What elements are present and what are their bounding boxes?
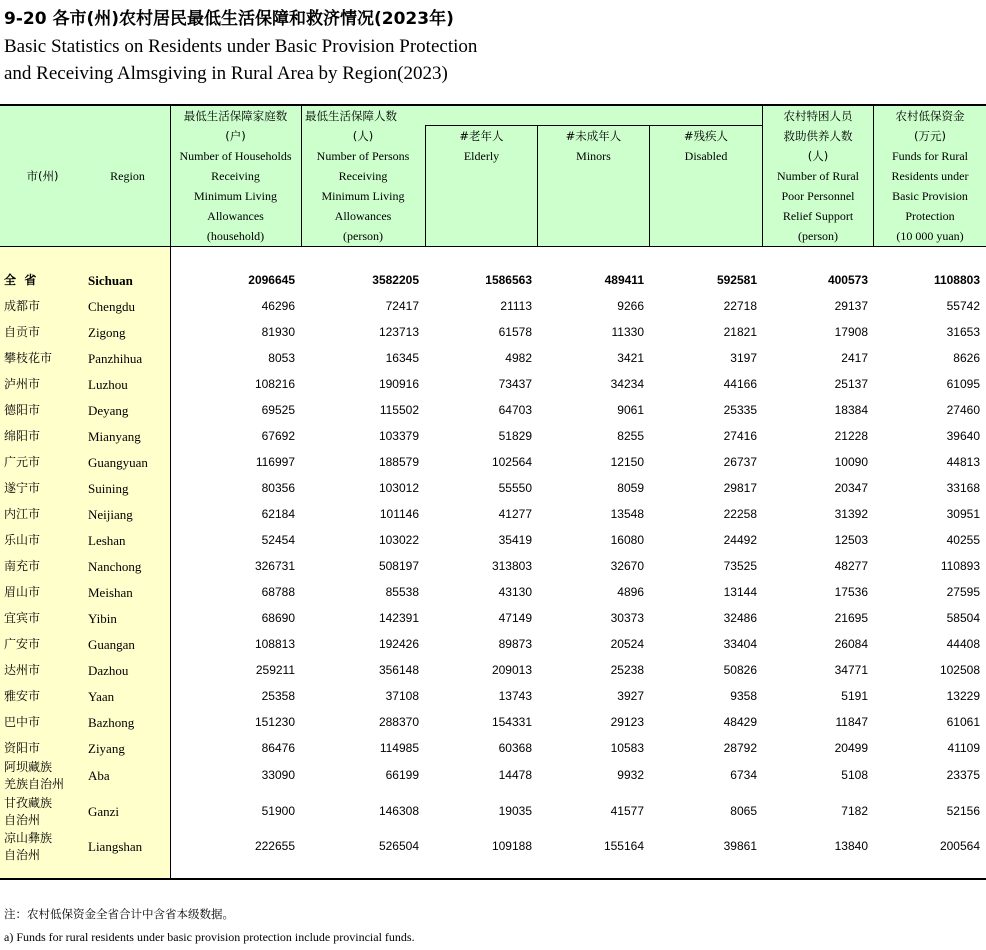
value-cell: 34771 bbox=[834, 662, 868, 677]
value-cell: 21695 bbox=[834, 610, 868, 625]
value-cell: 41109 bbox=[947, 740, 980, 755]
value-cell: 9932 bbox=[617, 768, 644, 782]
value-cell: 103022 bbox=[378, 532, 419, 547]
region-cn: 雅安市 bbox=[4, 688, 41, 703]
value-cell: 31392 bbox=[834, 506, 868, 521]
value-cell: 19035 bbox=[498, 804, 532, 818]
header-households: 最低生活保障家庭数 (户) Number of Households Receiving Minimum Living Allowances (household) bbox=[179, 109, 292, 243]
value-cell: 39640 bbox=[946, 428, 980, 443]
region-en: Guangan bbox=[88, 636, 135, 652]
value-cell: 13743 bbox=[498, 688, 532, 703]
table-row bbox=[0, 794, 986, 829]
value-cell: 108216 bbox=[254, 376, 295, 391]
region-en: Neijiang bbox=[88, 506, 133, 522]
region-en: Aba bbox=[88, 768, 110, 783]
header-city-cn: 市(州) bbox=[26, 169, 59, 183]
value-cell: 48277 bbox=[834, 558, 868, 573]
value-cell: 64703 bbox=[498, 402, 532, 417]
value-cell: 356148 bbox=[378, 662, 419, 677]
value-cell: 43130 bbox=[498, 584, 532, 599]
table-row bbox=[0, 371, 986, 397]
region-en: Suining bbox=[88, 480, 129, 496]
value-cell: 33090 bbox=[261, 768, 295, 782]
region-en: Ganzi bbox=[88, 804, 120, 819]
value-cell: 190916 bbox=[378, 376, 419, 391]
value-cell: 31653 bbox=[946, 324, 980, 339]
value-cell: 25137 bbox=[834, 376, 868, 391]
table-row bbox=[0, 501, 986, 527]
value-cell: 8053 bbox=[268, 350, 295, 365]
value-cell: 21821 bbox=[723, 324, 757, 339]
value-cell: 26084 bbox=[834, 636, 868, 651]
table-row bbox=[0, 709, 986, 735]
value-cell: 21113 bbox=[500, 298, 532, 313]
value-cell: 110893 bbox=[940, 558, 980, 573]
value-cell: 35419 bbox=[498, 532, 532, 547]
value-cell: 192426 bbox=[378, 636, 419, 651]
value-cell: 37108 bbox=[385, 688, 419, 703]
table-row bbox=[0, 345, 986, 371]
value-cell: 13840 bbox=[834, 839, 868, 853]
value-cell: 66199 bbox=[385, 768, 419, 782]
value-cell: 5191 bbox=[841, 688, 868, 703]
header-divider bbox=[301, 106, 302, 246]
value-cell: 61061 bbox=[946, 714, 980, 729]
footnote-cn: 注：农村低保资金全省合计中含省本级数据。 bbox=[4, 907, 234, 921]
value-cell: 151230 bbox=[254, 714, 295, 729]
value-cell: 52454 bbox=[261, 532, 295, 547]
value-cell: 109188 bbox=[491, 839, 532, 853]
value-cell: 115502 bbox=[379, 402, 419, 417]
table-row bbox=[0, 553, 986, 579]
region-cn: 甘孜藏族 自治州 bbox=[4, 795, 53, 827]
region-en: Guangyuan bbox=[88, 454, 148, 470]
value-cell: 11330 bbox=[611, 324, 644, 339]
value-cell: 288370 bbox=[378, 714, 419, 729]
value-cell: 16345 bbox=[385, 350, 419, 365]
table-row bbox=[0, 579, 986, 605]
value-cell: 28792 bbox=[723, 740, 757, 755]
region-cn: 乐山市 bbox=[4, 532, 41, 547]
value-cell: 68690 bbox=[261, 610, 295, 625]
value-cell: 6734 bbox=[730, 768, 757, 782]
table-row bbox=[0, 527, 986, 553]
table-row bbox=[0, 657, 986, 683]
value-cell: 4982 bbox=[505, 350, 532, 365]
value-cell: 32670 bbox=[610, 558, 644, 573]
value-cell: 146308 bbox=[378, 804, 419, 818]
value-cell: 259211 bbox=[255, 662, 295, 677]
value-cell: 29137 bbox=[834, 298, 868, 313]
value-cell: 73437 bbox=[498, 376, 532, 391]
value-cell: 29123 bbox=[610, 714, 644, 729]
value-cell: 222655 bbox=[254, 839, 295, 853]
value-cell: 1108803 bbox=[933, 272, 980, 287]
value-cell: 52156 bbox=[946, 804, 980, 818]
header-disabled: #残疾人 Disabled bbox=[683, 129, 729, 163]
value-cell: 9358 bbox=[730, 688, 757, 703]
value-cell: 13144 bbox=[723, 584, 757, 599]
value-cell: 12503 bbox=[834, 532, 868, 547]
value-cell: 25335 bbox=[723, 402, 757, 417]
value-cell: 46296 bbox=[261, 298, 295, 313]
value-cell: 20347 bbox=[834, 480, 868, 495]
region-en: Sichuan bbox=[88, 272, 133, 288]
header-region: Region bbox=[110, 169, 145, 183]
value-cell: 32486 bbox=[723, 610, 757, 625]
value-cell: 11847 bbox=[835, 714, 868, 729]
region-cn: 遂宁市 bbox=[4, 480, 41, 495]
table-row bbox=[0, 397, 986, 423]
region-en: Dazhou bbox=[88, 662, 129, 678]
region-en: Mianyang bbox=[88, 428, 141, 444]
value-cell: 26737 bbox=[723, 454, 757, 469]
table-row bbox=[0, 475, 986, 501]
region-cn: 成都市 bbox=[4, 298, 41, 313]
value-cell: 400573 bbox=[827, 272, 868, 287]
table-row bbox=[0, 683, 986, 709]
value-cell: 25238 bbox=[610, 662, 644, 677]
value-cell: 209013 bbox=[491, 662, 532, 677]
value-cell: 2096645 bbox=[248, 272, 295, 287]
value-cell: 114985 bbox=[379, 740, 419, 755]
value-cell: 3927 bbox=[617, 688, 644, 703]
region-en: Yibin bbox=[88, 610, 117, 626]
value-cell: 60368 bbox=[498, 740, 532, 755]
region-cn: 内江市 bbox=[4, 506, 41, 521]
value-cell: 489411 bbox=[604, 272, 644, 287]
region-cn: 全 省 bbox=[4, 272, 37, 287]
value-cell: 18384 bbox=[834, 402, 868, 417]
value-cell: 86476 bbox=[261, 740, 295, 755]
value-cell: 33168 bbox=[946, 480, 980, 495]
region-en: Leshan bbox=[88, 532, 126, 548]
value-cell: 326731 bbox=[254, 558, 295, 573]
value-cell: 24492 bbox=[723, 532, 757, 547]
value-cell: 73525 bbox=[723, 558, 757, 573]
value-cell: 44408 bbox=[946, 636, 980, 651]
value-cell: 72417 bbox=[385, 298, 419, 313]
value-cell: 44166 bbox=[723, 376, 757, 391]
region-en: Zigong bbox=[88, 324, 126, 340]
table-row bbox=[0, 423, 986, 449]
value-cell: 592581 bbox=[716, 272, 757, 287]
region-cn: 巴中市 bbox=[4, 714, 41, 729]
value-cell: 102564 bbox=[491, 454, 532, 469]
region-en: Luzhou bbox=[88, 376, 128, 392]
table-title-en-line1: Basic Statistics on Residents under Basic Provision Protection bbox=[4, 36, 478, 57]
value-cell: 85538 bbox=[385, 584, 419, 599]
region-cn: 达州市 bbox=[4, 662, 41, 677]
value-cell: 3582205 bbox=[372, 272, 419, 287]
value-cell: 40255 bbox=[946, 532, 980, 547]
table-row bbox=[0, 293, 986, 319]
value-cell: 17908 bbox=[834, 324, 868, 339]
value-cell: 4896 bbox=[617, 584, 644, 599]
value-cell: 33404 bbox=[723, 636, 757, 651]
table-row bbox=[0, 319, 986, 345]
value-cell: 48429 bbox=[723, 714, 757, 729]
value-cell: 16080 bbox=[610, 532, 644, 547]
value-cell: 61095 bbox=[946, 376, 980, 391]
region-cn: 泸州市 bbox=[4, 376, 41, 391]
value-cell: 62184 bbox=[261, 506, 295, 521]
value-cell: 5108 bbox=[841, 768, 868, 782]
value-cell: 51829 bbox=[498, 428, 532, 443]
region-cn: 南充市 bbox=[4, 558, 41, 573]
region-en: Meishan bbox=[88, 584, 133, 600]
value-cell: 22718 bbox=[723, 298, 757, 313]
value-cell: 102508 bbox=[939, 662, 980, 677]
value-cell: 8255 bbox=[617, 428, 644, 443]
value-cell: 103379 bbox=[378, 428, 419, 443]
table-row bbox=[0, 267, 986, 293]
value-cell: 9061 bbox=[617, 402, 644, 417]
value-cell: 2417 bbox=[841, 350, 868, 365]
value-cell: 10090 bbox=[834, 454, 868, 469]
value-cell: 9266 bbox=[617, 298, 644, 313]
region-cn: 眉山市 bbox=[4, 584, 41, 599]
header-rule bbox=[0, 246, 986, 247]
value-cell: 80356 bbox=[261, 480, 295, 495]
region-en: Panzhihua bbox=[88, 350, 143, 366]
value-cell: 8065 bbox=[730, 804, 757, 818]
region-cn: 资阳市 bbox=[4, 740, 41, 755]
table-row bbox=[0, 631, 986, 657]
value-cell: 50826 bbox=[723, 662, 757, 677]
value-cell: 12150 bbox=[610, 454, 644, 469]
value-cell: 61578 bbox=[498, 324, 532, 339]
value-cell: 55742 bbox=[946, 298, 980, 313]
value-cell: 3421 bbox=[617, 350, 644, 365]
region-en: Deyang bbox=[88, 402, 129, 418]
value-cell: 142391 bbox=[378, 610, 419, 625]
table-title-en-line2: and Receiving Almsgiving in Rural Area by Region(2023) bbox=[4, 63, 448, 84]
region-cn: 德阳市 bbox=[4, 402, 41, 417]
value-cell: 23375 bbox=[946, 768, 980, 782]
value-cell: 103012 bbox=[378, 480, 419, 495]
value-cell: 13229 bbox=[946, 688, 980, 703]
value-cell: 3197 bbox=[730, 350, 757, 365]
value-cell: 20524 bbox=[610, 636, 644, 651]
header-relief: 农村特困人员 救助供养人数 (人) Number of Rural Poor Personnel Relief Support (person) bbox=[777, 109, 859, 243]
value-cell: 30373 bbox=[610, 610, 644, 625]
value-cell: 8626 bbox=[953, 350, 980, 365]
value-cell: 29817 bbox=[723, 480, 757, 495]
value-cell: 21228 bbox=[834, 428, 868, 443]
header-funds: 农村低保资金 (万元) Funds for Rural Residents under Basic Provision Protection (10 000 yuan) bbox=[891, 109, 969, 243]
region-en: Nanchong bbox=[88, 558, 142, 574]
value-cell: 47149 bbox=[498, 610, 532, 625]
value-cell: 123713 bbox=[378, 324, 419, 339]
region-cn: 广元市 bbox=[4, 454, 41, 469]
value-cell: 526504 bbox=[378, 839, 419, 853]
header-persons: 最低生活保障人数 (人) Number of Persons Receiving Minimum Living Allowances (person) bbox=[305, 109, 410, 243]
region-en: Chengdu bbox=[88, 298, 135, 314]
value-cell: 27416 bbox=[723, 428, 757, 443]
table-title-cn: 9-20 各市(州)农村居民最低生活保障和救济情况(2023年) bbox=[4, 9, 454, 29]
value-cell: 155164 bbox=[603, 839, 644, 853]
table-row bbox=[0, 449, 986, 475]
header-minors: #未成年人 Minors bbox=[565, 129, 622, 163]
bottom-rule bbox=[0, 878, 986, 880]
value-cell: 22258 bbox=[723, 506, 757, 521]
value-cell: 51900 bbox=[261, 804, 295, 818]
value-cell: 13548 bbox=[610, 506, 644, 521]
region-en: Liangshan bbox=[88, 839, 143, 854]
value-cell: 41277 bbox=[498, 506, 532, 521]
value-cell: 7182 bbox=[841, 804, 868, 818]
region-cn: 宜宾市 bbox=[4, 610, 41, 625]
value-cell: 8059 bbox=[617, 480, 644, 495]
region-cn: 自贡市 bbox=[4, 324, 41, 339]
table-row bbox=[0, 757, 986, 794]
value-cell: 34234 bbox=[610, 376, 644, 391]
value-cell: 10583 bbox=[610, 740, 644, 755]
value-cell: 17536 bbox=[834, 584, 868, 599]
region-en: Yaan bbox=[88, 688, 115, 704]
region-en: Bazhong bbox=[88, 714, 135, 730]
value-cell: 44813 bbox=[946, 454, 980, 469]
footnote-en: a) Funds for rural residents under basic provision protection include provincial funds. bbox=[4, 930, 415, 944]
region-cn: 广安市 bbox=[4, 636, 41, 651]
header-elderly: #老年人 Elderly bbox=[459, 129, 504, 163]
value-cell: 1586563 bbox=[485, 272, 532, 287]
region-cn: 凉山彝族 自治州 bbox=[4, 830, 53, 862]
value-cell: 68788 bbox=[261, 584, 295, 599]
value-cell: 313803 bbox=[491, 558, 532, 573]
value-cell: 27460 bbox=[946, 402, 980, 417]
value-cell: 116997 bbox=[255, 454, 295, 469]
value-cell: 89873 bbox=[498, 636, 532, 651]
value-cell: 58504 bbox=[946, 610, 980, 625]
region-cn: 绵阳市 bbox=[4, 428, 41, 443]
value-cell: 101146 bbox=[379, 506, 419, 521]
region-en: Ziyang bbox=[88, 740, 125, 756]
value-cell: 154331 bbox=[491, 714, 532, 729]
table-row bbox=[0, 829, 986, 864]
table-row bbox=[0, 605, 986, 631]
value-cell: 39861 bbox=[723, 839, 757, 853]
value-cell: 14478 bbox=[498, 768, 532, 782]
value-cell: 27595 bbox=[946, 584, 980, 599]
value-cell: 25358 bbox=[261, 688, 295, 703]
region-cn: 攀枝花市 bbox=[4, 350, 53, 365]
value-cell: 508197 bbox=[378, 558, 419, 573]
value-cell: 188579 bbox=[378, 454, 419, 469]
value-cell: 41577 bbox=[610, 804, 644, 818]
value-cell: 81930 bbox=[261, 324, 295, 339]
value-cell: 20499 bbox=[834, 740, 868, 755]
value-cell: 67692 bbox=[261, 428, 295, 443]
value-cell: 108813 bbox=[254, 636, 295, 651]
value-cell: 55550 bbox=[498, 480, 532, 495]
value-cell: 200564 bbox=[939, 839, 980, 853]
region-cn: 阿坝藏族 羌族自治州 bbox=[4, 759, 65, 791]
value-cell: 69525 bbox=[261, 402, 295, 417]
value-cell: 30951 bbox=[946, 506, 980, 521]
